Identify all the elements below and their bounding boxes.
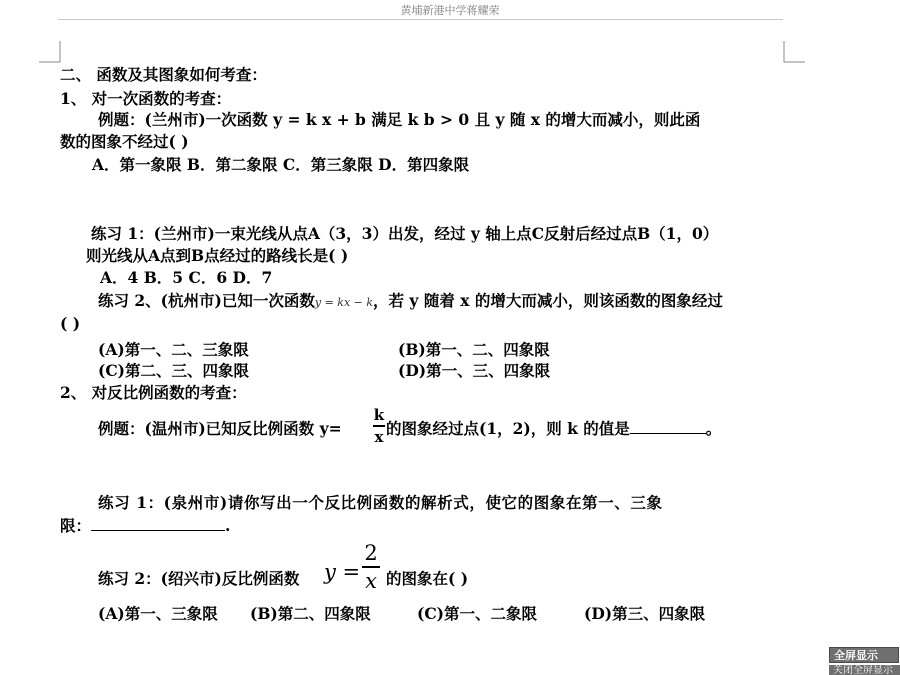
practice-2-text-a: 练习 2、(杭州市)已知一次函数 (98, 291, 315, 310)
practice-3-text-a: 限： (60, 516, 92, 535)
practice-4-option-b: (B)第二、四象限 (250, 604, 371, 623)
practice-4-option-c: (C)第一、二象限 (417, 604, 538, 623)
fraction-k-over-x (372, 406, 386, 446)
practice-2-option-a: (A)第一、二、三象限 (98, 340, 249, 359)
fraction-denominator: x (374, 427, 384, 446)
practice-4-option-d: (D)第三、四象限 (584, 604, 706, 623)
fraction-numerator-2: 2 (364, 541, 378, 565)
practice-2-option-d: (D)第一、三、四象限 (398, 361, 551, 380)
example-2-text-b (386, 419, 721, 439)
header-rule (58, 19, 783, 20)
formula-y-equals: y = (324, 560, 361, 584)
fraction-denominator-2: x (365, 568, 377, 593)
answer-blank-2 (91, 516, 225, 531)
fraction-2-over-x (362, 541, 380, 593)
practice-4-text-a: 练习 2：(绍兴市)反比例函数 (98, 569, 300, 588)
practice-2-option-c: (C)第二、三、四象限 (98, 361, 250, 380)
practice-2-line-1 (98, 291, 723, 313)
practice-2-line-2: ( ) (60, 314, 81, 333)
practice-4-text-b: 的图象在( ) (386, 569, 469, 588)
example-1-line-1: 例题：(兰州市)一次函数 y = k x + b 满足 k b > 0 且 y 随 x 的增大而减小，则此函 (98, 110, 701, 129)
example-2-text-a: 例题：(温州市)已知反比例函数 y= (98, 419, 342, 438)
fullscreen-button[interactable]: 全屏显示 (829, 647, 899, 663)
practice-3-text-b: . (225, 516, 231, 535)
page-header: 黄埔新港中学蒋耀荣 (400, 4, 500, 17)
example-2-end: 。 (705, 419, 722, 438)
practice-1-line-2: 则光线从A点到B点经过的路线长是( ) (86, 246, 349, 265)
practice-1-line-1: 练习 1：(兰州市)一束光线从点A（3，3）出发，经过 y 轴上点C反射后经过点B（1，0） (91, 224, 719, 243)
fraction-bar-2 (362, 566, 380, 568)
example-1-line-2: 数的图象不经过( ) (60, 132, 189, 151)
practice-1-options: A．4 B．5 C．6 D．7 (100, 268, 273, 287)
fraction-bar (373, 425, 385, 427)
section-title: 二、 函数及其图象如何考查： (60, 65, 267, 84)
example-2-text-b-content: 的图象经过点(1，2)，则 k 的值是 (386, 419, 630, 438)
subsection-1-title: 1、 对一次函数的考查： (60, 89, 232, 108)
practice-3-line-1: 练习 1：(泉州市)请你写出一个反比例函数的解析式，使它的图象在第一、三象 (98, 493, 663, 512)
example-1-options: A．第一象限 B．第二象限 C．第三象限 D．第四象限 (92, 155, 470, 174)
fraction-numerator: k (373, 406, 385, 424)
practice-3-line-2 (60, 516, 230, 536)
crop-mark-right (782, 40, 806, 64)
practice-2-text-b: ，若 y 随着 x 的增大而减小，则该函数的图象经过 (373, 291, 723, 310)
crop-mark-left (38, 40, 62, 64)
answer-blank (630, 419, 706, 434)
linear-function-formula: y = kx − k (314, 296, 374, 309)
practice-4-option-a: (A)第一、三象限 (98, 604, 218, 623)
practice-2-option-b: (B)第一、二、四象限 (398, 340, 550, 359)
close-fullscreen-button[interactable]: 关闭全屏显示 (829, 665, 900, 675)
subsection-2-title: 2、 对反比例函数的考查： (60, 383, 247, 402)
